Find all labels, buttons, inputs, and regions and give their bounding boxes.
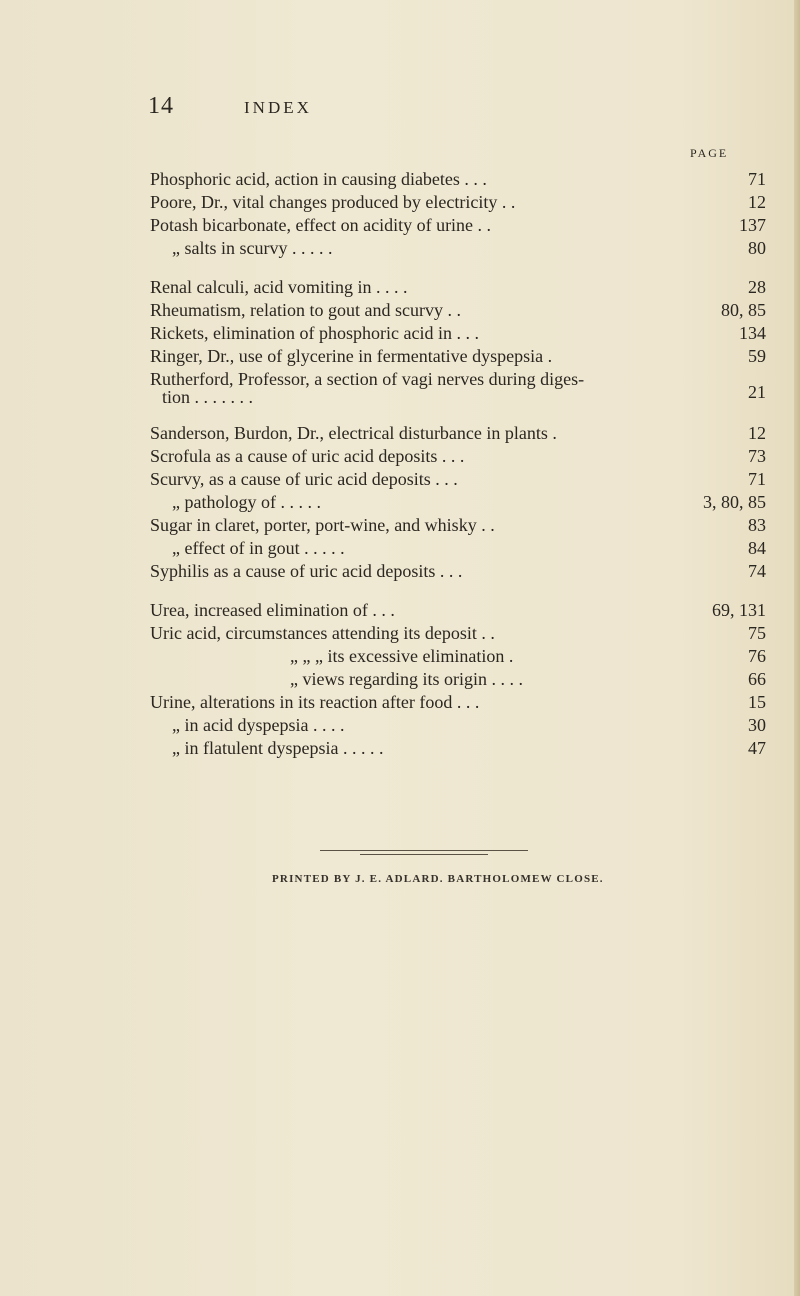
index-entry	[150, 668, 766, 691]
entry-page: 83	[748, 515, 766, 535]
index-entry	[150, 737, 766, 760]
entry-page: 80	[748, 238, 766, 258]
index-entry	[150, 368, 766, 406]
entry-page: 12	[748, 192, 766, 212]
index-entry	[150, 560, 766, 583]
index-entry	[150, 714, 766, 737]
entry-text: Potash bicarbonate, effect on acidity of urine . .	[150, 215, 492, 235]
index-entry	[150, 468, 766, 491]
footer-rule-short	[360, 854, 488, 855]
entry-text: Urea, increased elimination of . . .	[150, 600, 395, 620]
entry-page: 66	[748, 669, 766, 689]
entry-page: 71	[748, 469, 766, 489]
entry-text: Phosphoric acid, action in causing diabetes . . .	[150, 169, 487, 189]
entry-text: Urine, alterations in its reaction after food . . .	[150, 692, 480, 712]
index-entry	[150, 191, 766, 214]
entry-page: 74	[748, 561, 766, 581]
index-group-s	[150, 422, 766, 583]
entry-text: Rickets, elimination of phosphoric acid in . . .	[150, 323, 479, 343]
index-entries	[150, 168, 766, 776]
entry-text: „ effect of in gout . . . . .	[172, 538, 345, 558]
page-header	[148, 93, 312, 120]
entry-page: 21	[748, 382, 766, 402]
page-edge	[794, 0, 800, 1296]
entry-page: 15	[748, 692, 766, 712]
entry-page: 84	[748, 538, 766, 558]
entry-text: Sanderson, Burdon, Dr., electrical disturbance in plants .	[150, 423, 557, 443]
entry-text: „ in acid dyspepsia . . . .	[172, 715, 345, 735]
entry-page: 80, 85	[721, 300, 766, 320]
footer-rule	[320, 850, 528, 851]
entry-text: Uric acid, circumstances attending its deposit . .	[150, 623, 495, 643]
running-title: INDEX	[244, 98, 312, 117]
page-column-label: PAGE	[690, 146, 729, 160]
index-entry	[150, 599, 766, 622]
entry-text: Sugar in claret, porter, port-wine, and whisky . .	[150, 515, 495, 535]
entry-text: „ views regarding its origin . . . .	[290, 669, 523, 689]
page-number: 14	[148, 93, 174, 119]
entry-page: 73	[748, 446, 766, 466]
entry-page: 134	[739, 323, 766, 343]
entry-page: 47	[748, 738, 766, 758]
index-entry	[150, 514, 766, 537]
entry-page: 71	[748, 169, 766, 189]
index-entry	[150, 214, 766, 237]
index-entry	[150, 168, 766, 191]
index-group-r	[150, 276, 766, 406]
entry-page: 69, 131	[712, 600, 766, 620]
index-entry	[150, 322, 766, 345]
entry-page: 28	[748, 277, 766, 297]
entry-page: 59	[748, 346, 766, 366]
entry-page: 30	[748, 715, 766, 735]
entry-text: „ „ „ its excessive elimination .	[290, 646, 514, 666]
entry-page: 75	[748, 623, 766, 643]
index-entry	[150, 491, 766, 514]
index-entry	[150, 276, 766, 299]
index-entry	[150, 645, 766, 668]
index-group-u	[150, 599, 766, 760]
entry-text: Rheumatism, relation to gout and scurvy . .	[150, 300, 461, 320]
index-entry	[150, 345, 766, 368]
entry-text-continued: tion . . . . . . .	[162, 387, 254, 407]
entry-text: Ringer, Dr., use of glycerine in fermentative dyspepsia .	[150, 346, 553, 366]
index-entry	[150, 237, 766, 260]
index-entry	[150, 622, 766, 645]
entry-text: Poore, Dr., vital changes produced by electricity . .	[150, 192, 516, 212]
entry-text: „ pathology of . . . . .	[172, 492, 321, 512]
entry-text: „ salts in scurvy . . . . .	[172, 238, 333, 258]
index-entry	[150, 691, 766, 714]
entry-text: Scurvy, as a cause of uric acid deposits . . .	[150, 469, 458, 489]
entry-page: 3, 80, 85	[703, 492, 766, 512]
entry-text: Renal calculi, acid vomiting in . . . .	[150, 277, 408, 297]
entry-text: Syphilis as a cause of uric acid deposits . . .	[150, 561, 463, 581]
entry-page: 12	[748, 423, 766, 443]
entry-text: „ in flatulent dyspepsia . . . . .	[172, 738, 384, 758]
index-entry	[150, 422, 766, 445]
index-entry	[150, 445, 766, 468]
printer-imprint: PRINTED BY J. E. ADLARD. BARTHOLOMEW CLOSE.	[272, 873, 604, 885]
entry-page: 137	[739, 215, 766, 235]
entry-text: Rutherford, Professor, a section of vagi nerves during diges-	[150, 369, 585, 389]
index-entry	[150, 299, 766, 322]
index-group-p	[150, 168, 766, 260]
entry-page: 76	[748, 646, 766, 666]
index-entry	[150, 537, 766, 560]
entry-text: Scrofula as a cause of uric acid deposits . . .	[150, 446, 465, 466]
